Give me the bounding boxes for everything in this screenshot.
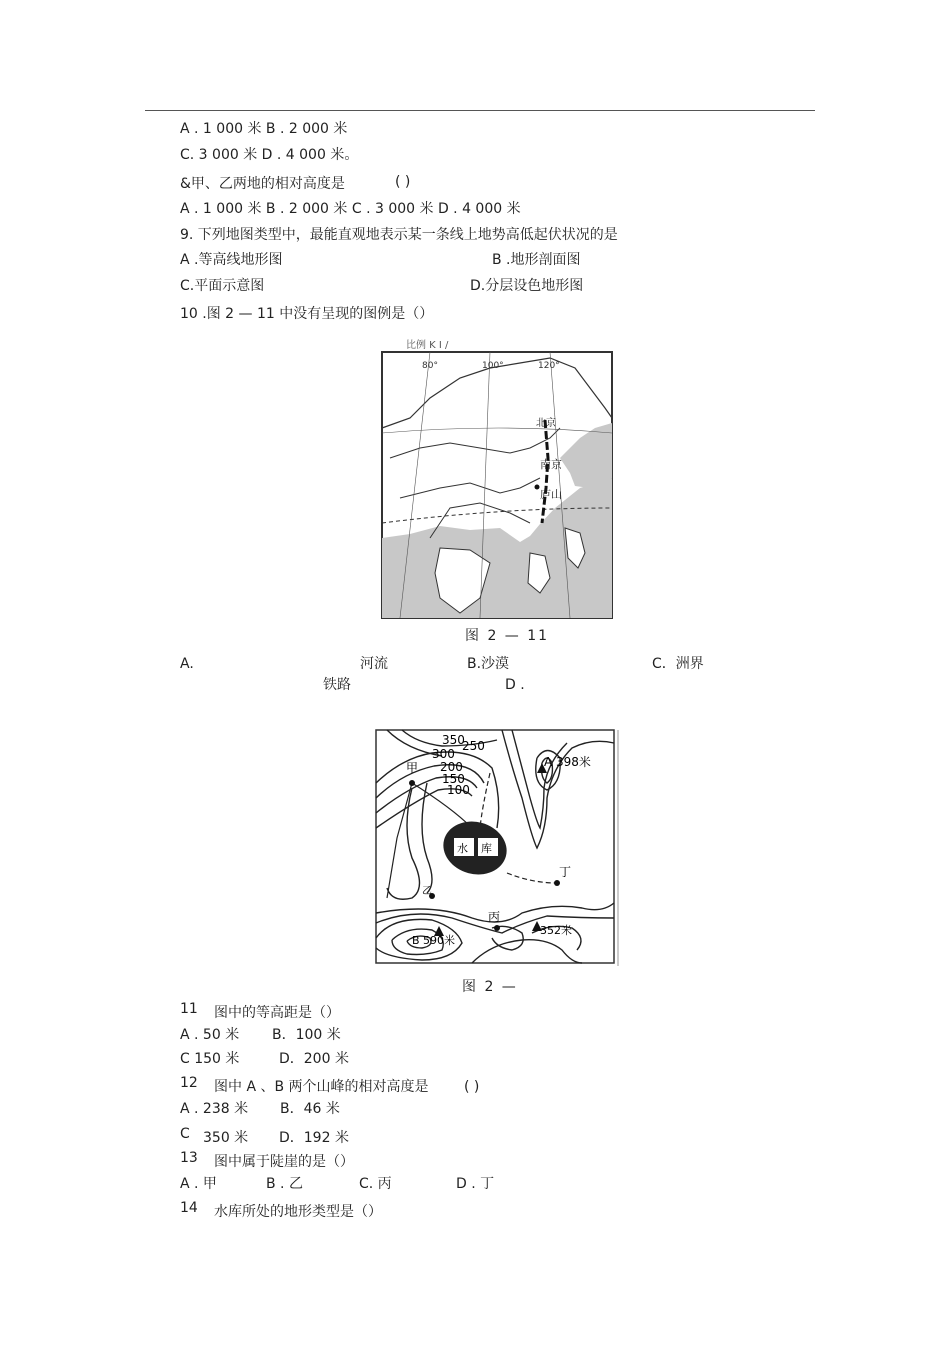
- longitude-80: 80°: [422, 361, 438, 371]
- question-10: 10 .图 2 — 11 中没有呈现的图例是（）: [180, 306, 434, 322]
- scale-label: 比例 K I /: [406, 340, 449, 351]
- contour-100: 100: [447, 783, 470, 797]
- question-13-text: 图中属于陡崖的是（）: [214, 1154, 354, 1170]
- answer-line-2: C. 3 000 米 D . 4 000 米。: [180, 147, 359, 163]
- question-12-number: 12: [180, 1075, 198, 1091]
- question-11-option-c: C 150 米: [180, 1051, 240, 1067]
- contour-250: 250: [462, 739, 485, 753]
- contour-map-figure: [372, 728, 622, 968]
- question-11-option-a: A . 50 米: [180, 1027, 240, 1043]
- question-8-paren: ( ): [395, 174, 411, 190]
- question-12-option-c-letter: C: [180, 1126, 190, 1142]
- answer-line-1: A . 1 000 米 B . 2 000 米: [180, 121, 348, 137]
- peak-a-label: A 398米: [544, 755, 591, 769]
- question-13-number: 13: [180, 1150, 198, 1166]
- question-11-option-b: B．100 米: [272, 1027, 341, 1043]
- contour-300: 300: [432, 747, 455, 761]
- question-10-option-d: D .: [505, 677, 525, 693]
- question-14-text: 水库所处的地形类型是（）: [214, 1204, 382, 1220]
- peak-352-label: 352米: [540, 924, 572, 937]
- peak-b-label: B 590米: [412, 934, 456, 947]
- question-12-option-c: 350 米: [203, 1130, 249, 1146]
- question-10-option-b: B.沙漠: [467, 656, 510, 672]
- question-10-option-c: C．洲界: [652, 656, 704, 672]
- question-9-option-b: B .地形剖面图: [492, 252, 581, 268]
- question-12-option-b: B．46 米: [280, 1101, 340, 1117]
- question-13-option-b: B . 乙: [266, 1176, 303, 1192]
- lushan-label: 庐山: [540, 488, 562, 501]
- question-12-option-a: A . 238 米: [180, 1101, 249, 1117]
- question-8: &甲、乙两地的相对高度是: [180, 176, 345, 192]
- question-10-option-a-text: 河流: [360, 656, 388, 672]
- point-jia: 甲: [406, 761, 419, 775]
- question-9-option-d: D.分层设色地形图: [470, 278, 584, 294]
- question-13-option-d: D . 丁: [456, 1176, 495, 1192]
- point-ding: 丁: [559, 865, 572, 879]
- question-12-option-d: D．192 米: [279, 1130, 349, 1146]
- question-12-paren: ( ): [464, 1079, 480, 1095]
- question-11-text: 图中的等高距是（）: [214, 1005, 340, 1021]
- nanjing-label: 南京: [540, 458, 562, 471]
- figure-1-caption: 图 2 — 11: [465, 628, 550, 644]
- contour-350: 350: [442, 733, 465, 747]
- question-9: 9. 下列地图类型中，最能直观地表示某一条线上地势高低起伏状况的是: [180, 227, 618, 243]
- question-8-options: A . 1 000 米 B . 2 000 米 C . 3 000 米 D . 4 000 米: [180, 201, 521, 217]
- question-10-option-a: A.: [180, 656, 194, 672]
- question-11-number: 11: [180, 1001, 198, 1017]
- header-rule: [145, 110, 815, 111]
- question-9-option-c: C.平面示意图: [180, 278, 265, 294]
- question-10-railway: 铁路: [323, 677, 351, 693]
- reservoir-label-2: 库: [481, 842, 492, 855]
- longitude-100: 100°: [482, 361, 504, 371]
- contour-150: 150: [442, 772, 465, 786]
- question-13-option-c: C. 丙: [359, 1176, 392, 1192]
- figure-2-caption: 图 2 —: [462, 979, 518, 995]
- question-11-option-d: D．200 米: [279, 1051, 349, 1067]
- point-bing: 丙: [488, 910, 501, 924]
- question-14-number: 14: [180, 1200, 198, 1216]
- question-12-text: 图中 A 、B 两个山峰的相对高度是: [214, 1079, 429, 1095]
- question-13-option-a: A . 甲: [180, 1176, 217, 1192]
- longitude-120: 120°: [538, 361, 560, 371]
- contour-200: 200: [440, 760, 463, 774]
- china-map-figure: [380, 338, 615, 620]
- point-yi: 乙: [422, 886, 432, 897]
- question-9-option-a: A .等高线地形图: [180, 252, 283, 268]
- reservoir-label-1: 水: [457, 842, 468, 855]
- beijing-label: 北京: [536, 418, 556, 429]
